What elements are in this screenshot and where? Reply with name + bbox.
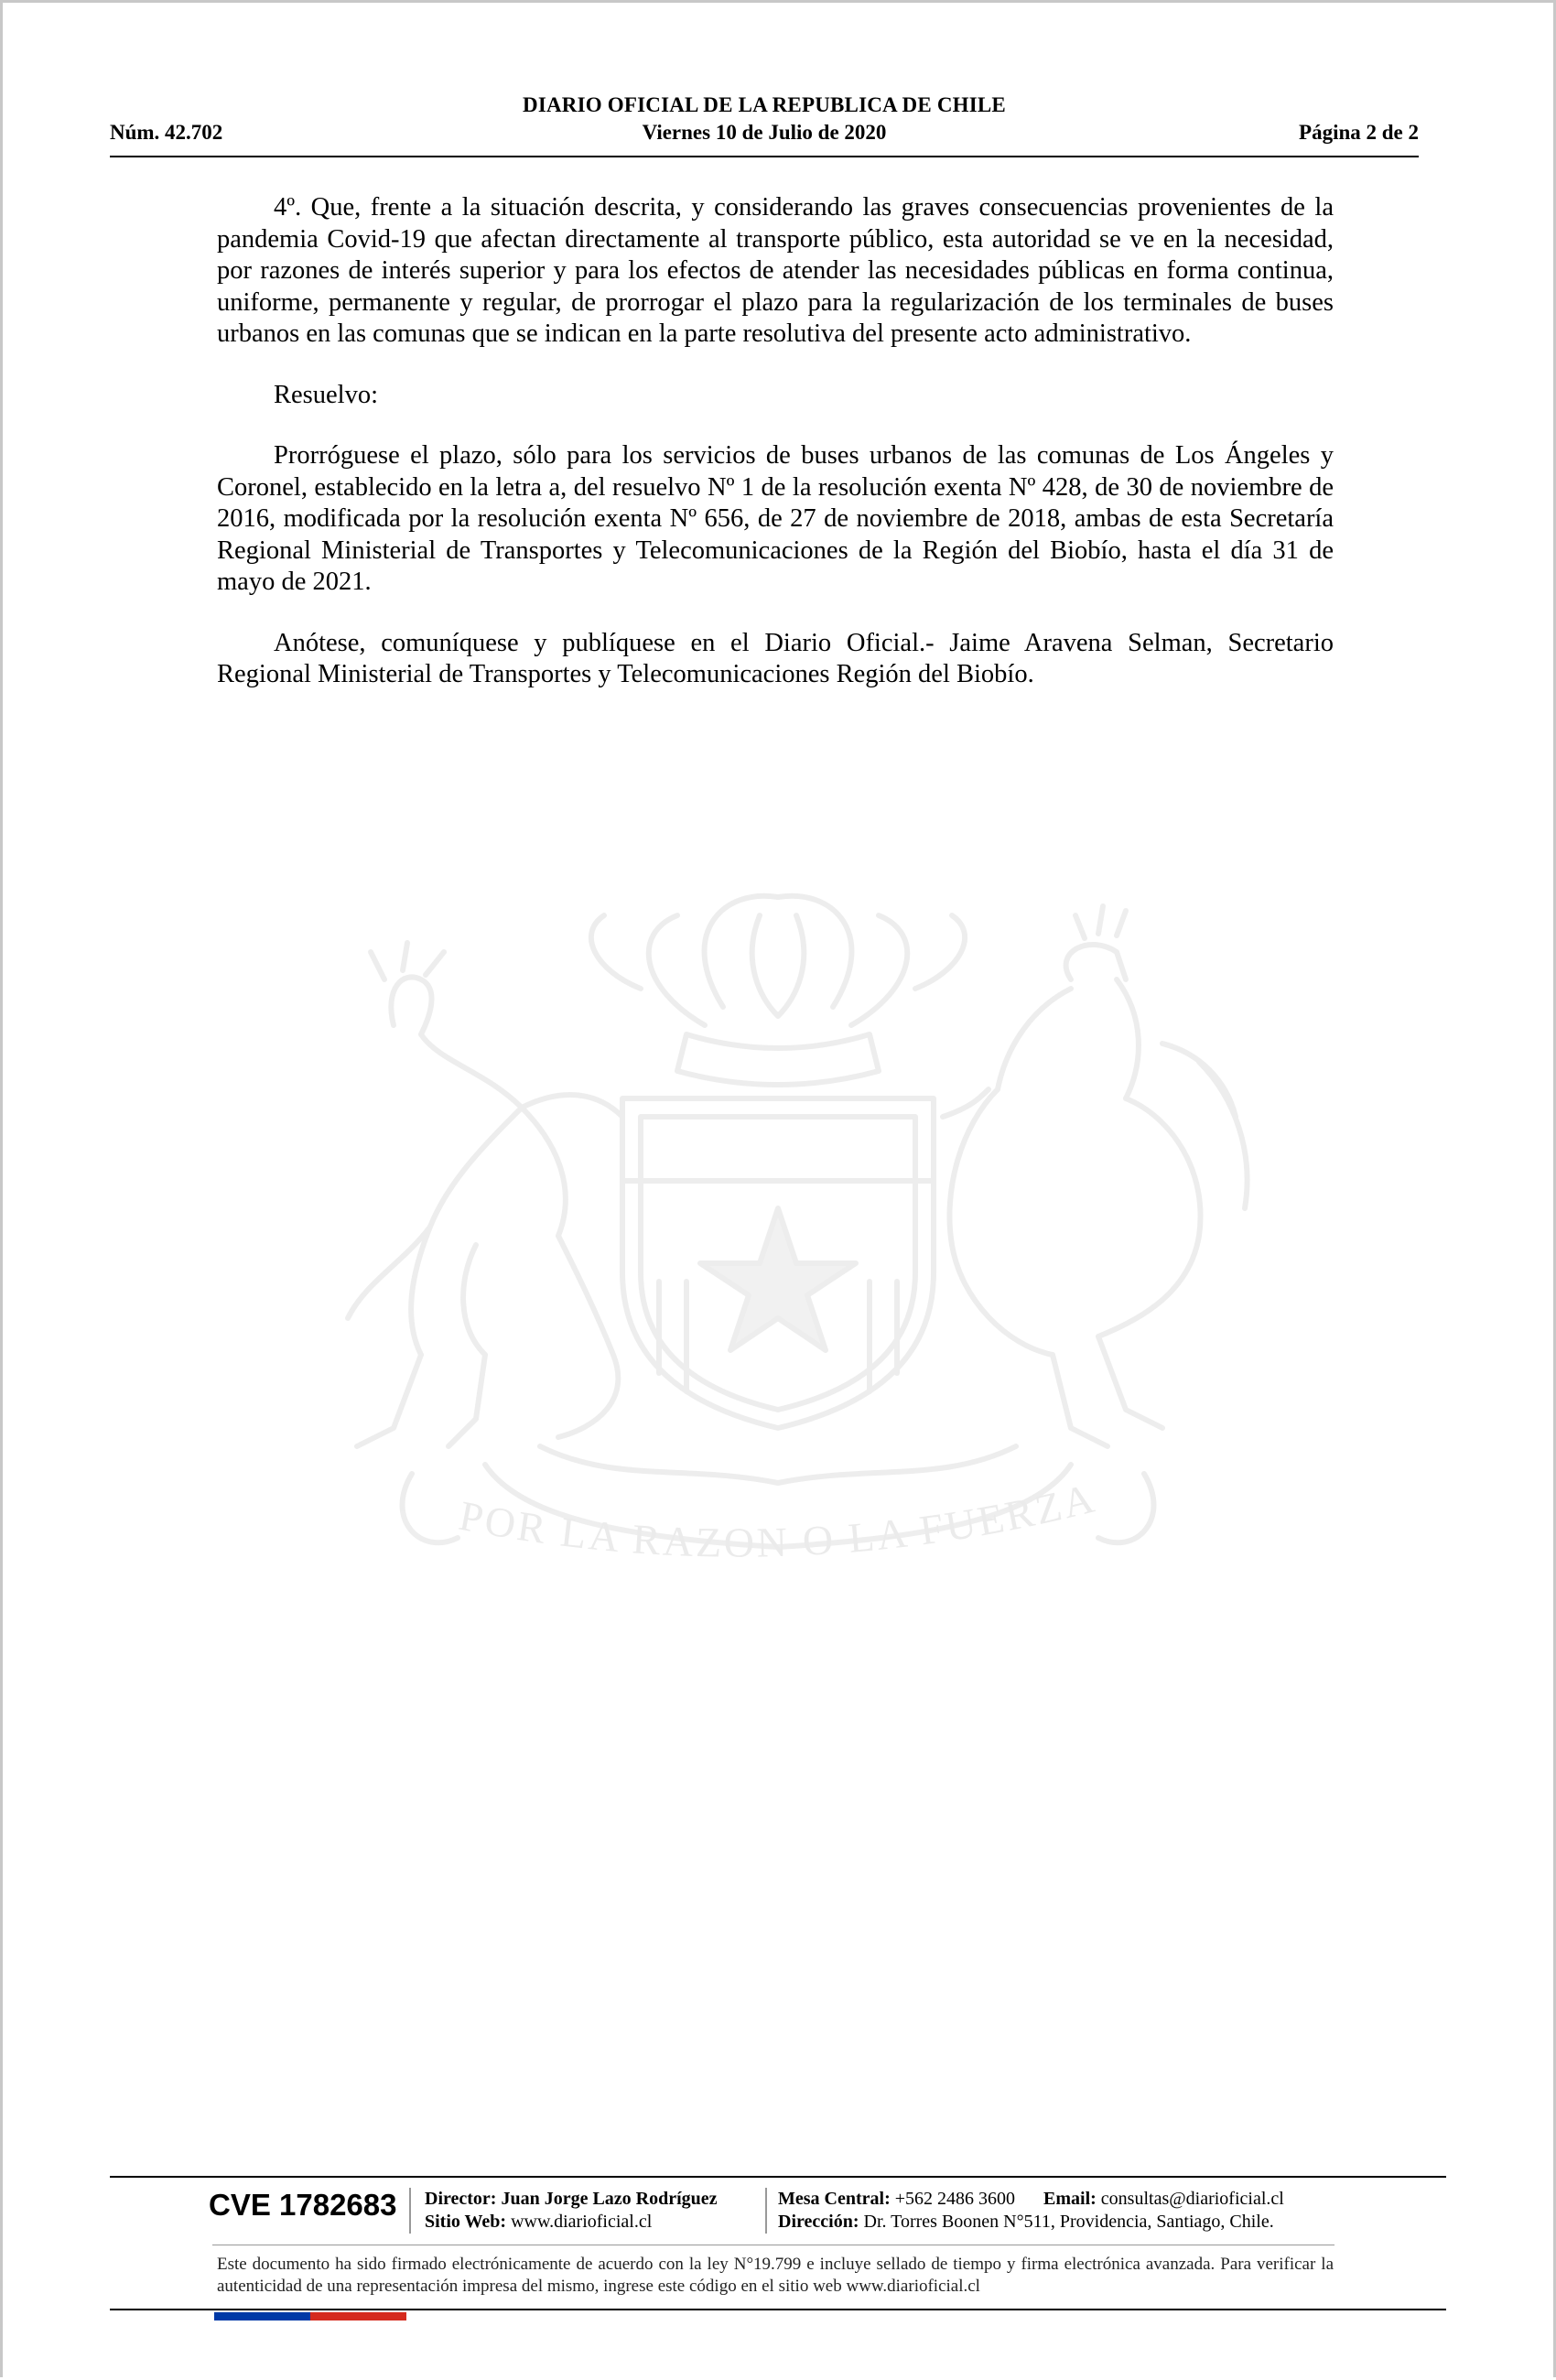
footer-separator bbox=[409, 2188, 411, 2234]
phone-number: +562 2486 3600 bbox=[894, 2189, 1016, 2209]
footer-separator bbox=[765, 2188, 767, 2234]
director-label: Director: bbox=[425, 2189, 497, 2209]
address-label: Dirección: bbox=[778, 2212, 859, 2232]
header-divider bbox=[110, 156, 1419, 157]
footer-divider-bottom bbox=[110, 2309, 1446, 2310]
flag-red-segment bbox=[310, 2312, 406, 2320]
footer-contact-block bbox=[778, 2188, 1284, 2234]
newspaper-title: DIARIO OFICIAL DE LA REPUBLICA DE CHILE bbox=[523, 93, 1006, 116]
website-link[interactable]: www.diarioficial.cl bbox=[511, 2212, 653, 2232]
email-label: Email: bbox=[1043, 2189, 1097, 2209]
paragraph-resolution: Prorróguese el plazo, sólo para los servicios de buses urbanos de las comunas de Los Ángeles y Coronel, establecido en la letra a, del resuelvo Nº 1 de la resolución exenta Nº 428, de 30 de noviembre de 2016, modificada por la resolución exenta Nº 656, de 27 de noviembre de 2018, ambas de esta Secretaría Regional Ministerial de Transportes y Telecomunicaciones de la Región del Biobío, hasta el día 31 de mayo de 2021. bbox=[217, 441, 1334, 596]
paragraph-considerando-4: 4º. Que, frente a la situación descrita, y considerando las graves consecuencias provenientes de la pandemia Covid-19 que afectan directamente al transporte público, esta autoridad se ve en la necesidad, por razones de interés superior y para los efectos de atender las necesidades públicas en forma continua, uniforme, permanente y regular, de prorrogar el plazo para la regularización de los terminales de buses urbanos en las comunas que se indican en la parte resolutiva del presente acto administrativo. bbox=[217, 193, 1334, 348]
page-header bbox=[110, 92, 1419, 156]
flag-blue-segment bbox=[214, 2312, 310, 2320]
website-label: Sitio Web: bbox=[425, 2212, 507, 2232]
issue-number: Núm. 42.702 bbox=[110, 121, 223, 144]
paragraph-resuelvo-heading: Resuelvo: bbox=[274, 380, 378, 409]
page-number: Página 2 de 2 bbox=[1299, 121, 1419, 144]
paragraph-closing-signature: Anótese, comuníquese y publíquese en el Diario Oficial.- Jaime Aravena Selman, Secretario Regional Ministerial de Transportes y Telecomunicaciones Región del Biobío. bbox=[217, 628, 1334, 688]
chile-flag-stripe bbox=[214, 2312, 406, 2320]
address-value: Dr. Torres Boonen N°511, Providencia, Santiago, Chile. bbox=[863, 2212, 1274, 2232]
email-link[interactable]: consultas@diarioficial.cl bbox=[1100, 2189, 1284, 2209]
footer-director-block bbox=[425, 2188, 718, 2234]
document-body bbox=[217, 192, 1334, 720]
phone-label: Mesa Central: bbox=[778, 2189, 891, 2209]
cve-code: CVE 1782683 bbox=[209, 2188, 397, 2222]
footer-divider-top bbox=[110, 2176, 1446, 2178]
svg-text:POR LA RAZON O LA FUERZA bbox=[456, 1474, 1101, 1565]
director-name: Juan Jorge Lazo Rodríguez bbox=[501, 2189, 718, 2209]
chile-coat-of-arms-icon bbox=[247, 879, 1309, 1657]
signature-disclaimer: Este documento ha sido firmado electrónicamente de acuerdo con la ley N°19.799 e incluye sellado de tiempo y firma electrónica avanzada. Para verificar la autenticidad de una representación impresa del mismo, ingrese este código en el sitio web www.diarioficial.cl bbox=[217, 2255, 1334, 2296]
seal-motto: POR LA RAZON O LA FUERZA bbox=[455, 1474, 1101, 1566]
issue-date: Viernes 10 de Julio de 2020 bbox=[642, 121, 887, 144]
